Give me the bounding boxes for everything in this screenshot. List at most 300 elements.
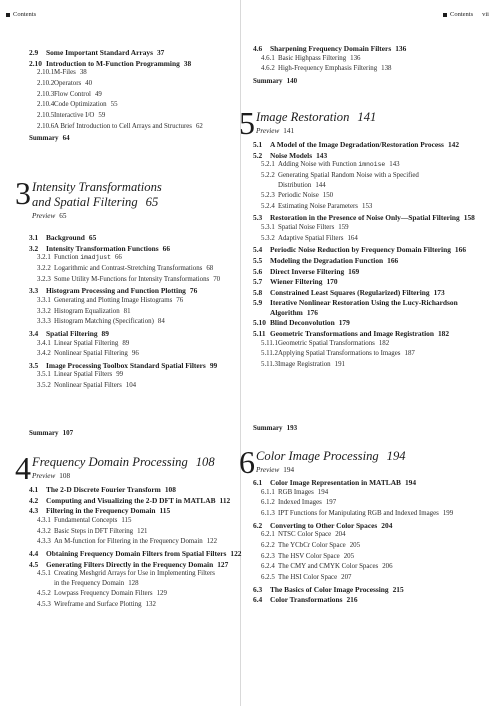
section-number: 6.2.4	[261, 563, 275, 571]
section-number: 3.5.1	[37, 371, 51, 379]
page-ref: 38	[79, 69, 87, 77]
section-title-continued	[278, 183, 326, 190]
chapter-preview[interactable]	[32, 212, 66, 220]
section-number: 6.1.3	[261, 509, 275, 517]
section-number: 5.2	[253, 150, 263, 160]
section-number: 2.10.2	[37, 79, 55, 87]
section-number: 5.7	[253, 277, 263, 287]
page-ref: 182	[378, 339, 390, 347]
section-number: 3.2.1	[37, 254, 51, 262]
section-number: 6.1.2	[261, 499, 275, 507]
section-title	[270, 45, 406, 52]
section-number: 5.9	[253, 298, 263, 308]
page-ref: 128	[128, 580, 139, 588]
title-text: Logarithmic and Contrast-Stretching Transformations	[54, 264, 203, 272]
title-text: An M-function for Filtering in the Frequency Domain	[54, 538, 203, 546]
page-ref: 76	[176, 296, 184, 304]
page-ref: 140	[286, 76, 298, 85]
running-header-left	[6, 11, 36, 18]
chapter-title[interactable]	[256, 450, 406, 464]
page-ref: 166	[387, 255, 399, 265]
section-number: 4.3	[29, 506, 39, 516]
section-title	[270, 319, 350, 326]
section-title	[278, 543, 360, 550]
chapter-title-continued[interactable]	[32, 196, 158, 210]
page-ref: 199	[442, 509, 454, 517]
section-number: 4.3.3	[37, 538, 51, 546]
section-number: 6.4	[253, 595, 263, 605]
section-title	[278, 554, 354, 561]
chapter-preview[interactable]	[256, 127, 294, 135]
page-ref: 99	[209, 360, 218, 370]
page-ref: 150	[322, 191, 334, 199]
page-ref: 68	[206, 264, 214, 272]
page-ref: 89	[122, 339, 130, 347]
page-ref: 81	[123, 307, 131, 315]
page-ref: 122	[230, 548, 242, 558]
title-text: Restoration in the Presence of Noise Only—Spatial Filtering	[270, 213, 460, 223]
title-text: The Basics of Color Image Processing	[270, 584, 389, 594]
section-number: 3.4.1	[37, 339, 51, 347]
page-ref: 132	[145, 600, 156, 608]
title-text: Image Registration	[278, 361, 331, 369]
summary-title: Summary	[253, 424, 283, 432]
page-ref: 89	[101, 328, 109, 338]
header-title: Contents	[450, 11, 474, 18]
section-title	[278, 173, 419, 180]
page-ref: 136	[395, 44, 407, 53]
title-text: Distribution	[278, 181, 312, 189]
summary-label	[29, 135, 70, 142]
section-number: 4.5.1	[37, 570, 51, 578]
section-number: 5.11.2	[261, 350, 278, 358]
section-title	[54, 351, 139, 358]
page-ref: 129	[156, 590, 167, 598]
title-text: Constrained Least Squares (Regularized) Filtering	[270, 287, 430, 297]
section-number: 5.1	[253, 140, 263, 149]
section-number: 2.10.3	[37, 90, 55, 98]
section-number: 3.3.1	[37, 296, 51, 304]
section-number: 4.5.2	[37, 590, 51, 598]
section-title	[278, 56, 360, 63]
page-ref: 138	[381, 65, 392, 73]
page-ref: 197	[325, 499, 337, 507]
page-ref: 141	[283, 127, 295, 135]
section-title	[270, 479, 416, 486]
header-title: Contents	[13, 11, 37, 18]
page-ref: 187	[404, 350, 415, 358]
title-text: Color Image Representation in MATLAB	[270, 478, 401, 487]
title-text: Obtaining Frequency Domain Filters from Spatial Filters	[46, 548, 227, 558]
section-title-continued	[54, 581, 139, 588]
page-ref: 127	[217, 559, 229, 569]
chapter-number: 4	[15, 450, 31, 486]
title-text: Spatial Filtering	[46, 328, 98, 338]
title-text: Color Transformations	[270, 595, 343, 605]
section-title	[278, 511, 453, 518]
title-text: RGB Images	[278, 488, 314, 496]
preview-label: Preview	[256, 127, 280, 135]
page-ref: 176	[306, 308, 318, 318]
section-title	[54, 298, 183, 305]
page-ref: 59	[98, 111, 106, 119]
title-text: Algorithm	[270, 308, 303, 318]
title-text: Code Optimization	[54, 101, 107, 109]
page-ref: 62	[195, 122, 203, 130]
summary-title: Summary	[253, 76, 283, 85]
title-text: Adding Noise with Function	[278, 161, 357, 169]
page-ref: 104	[125, 382, 137, 390]
chapter-title[interactable]	[32, 456, 215, 470]
title-text: Function	[54, 254, 79, 262]
title-text: Histogram Equalization	[54, 307, 120, 315]
section-title	[278, 66, 391, 73]
section-number: 6.2.5	[261, 573, 275, 581]
preview-label: Preview	[256, 466, 280, 474]
title-text: Flow Control	[54, 90, 91, 98]
section-title	[54, 341, 129, 348]
section-title	[54, 518, 131, 525]
summary-label	[253, 425, 297, 432]
section-number: 4.6.1	[261, 54, 275, 62]
page-ref: 112	[219, 495, 231, 505]
title-text: Some Utility M-Functions for Intensity Transformations	[54, 275, 210, 283]
summary-label	[29, 430, 73, 437]
title-text: A Brief Introduction to Cell Arrays and Structures	[54, 122, 192, 130]
section-title	[278, 564, 393, 571]
title-text: Image Processing Toolbox Standard Spatial Filters	[46, 360, 206, 370]
page-ref: 64	[62, 134, 70, 143]
page-ref: 115	[121, 516, 132, 524]
section-number: 5.11	[253, 329, 266, 339]
page-ref: 66	[114, 254, 122, 262]
section-number: 3.2	[29, 243, 39, 253]
section-number: 5.5	[253, 255, 263, 265]
section-number: 5.2.1	[261, 161, 275, 169]
section-title	[54, 383, 136, 390]
title-text: Basic Steps in DFT Filtering	[54, 527, 134, 535]
section-number: 4.4	[29, 548, 39, 558]
page-ref: 37	[156, 48, 165, 57]
section-number: 5.2.3	[261, 191, 275, 199]
page-ref: 170	[326, 277, 338, 287]
section-number: 4.1	[29, 485, 39, 494]
section-number: 3.5	[29, 360, 39, 370]
title-text: Wireframe and Surface Plotting	[54, 600, 142, 608]
section-title	[54, 309, 131, 316]
section-title	[46, 49, 164, 56]
page-ref: 141	[357, 110, 377, 124]
chapter-title-text: Image Restoration	[256, 110, 350, 124]
title-text: The HSI Color Space	[278, 573, 338, 581]
page-ref: 194	[317, 488, 329, 496]
section-title	[54, 319, 165, 326]
section-number: 2.10	[29, 58, 42, 68]
section-title	[54, 255, 122, 262]
section-number: 4.5	[29, 559, 39, 569]
section-title	[278, 341, 389, 348]
title-text: Background	[46, 233, 85, 242]
page-ref: 65	[145, 195, 159, 209]
page-ref: 108	[195, 455, 215, 469]
title-text: NTSC Color Space	[278, 531, 332, 539]
title-text: Adaptive Spatial Filters	[278, 234, 344, 242]
page-ref: 204	[335, 531, 346, 539]
section-title	[54, 571, 215, 578]
page-ref: 205	[349, 541, 361, 549]
section-title	[270, 299, 458, 306]
section-number: 2.10.4	[37, 101, 55, 109]
section-title	[46, 60, 191, 67]
title-text: The YCbCr Color Space	[278, 541, 346, 549]
section-number: 3.4.2	[37, 350, 51, 358]
title-text: Modeling the Degradation Function	[270, 255, 384, 265]
page-ref: 84	[157, 318, 165, 326]
section-title	[278, 204, 372, 211]
title-text: Iterative Nonlinear Restoration Using the Lucy-Richardson	[270, 298, 458, 308]
section-title	[46, 561, 228, 568]
title-text: A Model of the Image Degradation/Restoration Process	[270, 140, 444, 149]
section-number: 6.3	[253, 584, 263, 594]
chapter-preview[interactable]	[32, 472, 70, 480]
section-title	[54, 81, 92, 88]
section-title	[54, 529, 147, 536]
page-ref: 164	[347, 234, 358, 242]
section-number: 6.2.3	[261, 552, 275, 560]
section-title	[46, 287, 197, 294]
section-number: 2.10.5	[37, 111, 55, 119]
title-text: IPT Functions for Manipulating RGB and Indexed Images	[278, 509, 439, 517]
section-title	[278, 362, 345, 369]
page-ref: 38	[183, 58, 192, 68]
title-text: Sharpening Frequency Domain Filters	[270, 44, 392, 53]
section-number: 6.2.1	[261, 531, 275, 539]
page-ref: 96	[131, 350, 139, 358]
summary-label	[253, 78, 297, 85]
section-number: 2.10.6	[37, 122, 55, 130]
page-ref: 205	[343, 552, 355, 560]
page-ref: 191	[334, 361, 345, 369]
section-title	[270, 289, 445, 296]
page-ref: 136	[350, 54, 361, 62]
section-title	[270, 596, 358, 603]
page-ref: 143	[389, 161, 400, 169]
title-text: The HSV Color Space	[278, 552, 340, 560]
section-number: 5.2.2	[261, 171, 275, 179]
page-ref: 194	[404, 478, 417, 487]
page-ref: 115	[159, 506, 171, 516]
page-ref: 216	[346, 595, 358, 605]
page-ref: 143	[316, 150, 328, 160]
section-number: 6.1	[253, 478, 263, 487]
title-text: Introduction to M-Function Programming	[46, 58, 180, 68]
section-number: 5.8	[253, 287, 263, 297]
title-text: Interactive I/O	[54, 111, 95, 119]
section-title	[278, 225, 349, 232]
summary-title: Summary	[29, 429, 59, 437]
title-text: in the Frequency Domain	[54, 580, 125, 588]
chapter-title-text: Frequency Domain Processing	[32, 455, 188, 469]
page-ref: 206	[382, 563, 393, 571]
title-text: Filtering in the Frequency Domain	[46, 506, 156, 516]
section-title	[46, 234, 96, 241]
section-number: 3.3.3	[37, 318, 51, 326]
title-text: Linear Spatial Filtering	[54, 339, 119, 347]
title-text: Linear Spatial Filters	[54, 371, 113, 379]
section-number: 5.2.4	[261, 202, 275, 210]
title-text: Indexed Images	[278, 499, 322, 507]
page-number: vii	[482, 11, 489, 18]
title-text: Periodic Noise Reduction by Frequency Domain Filtering	[270, 245, 451, 255]
section-title	[54, 539, 217, 546]
page-ref: 121	[137, 527, 148, 535]
page-ref: 194	[386, 449, 406, 463]
section-title	[46, 507, 170, 514]
summary-title: Summary	[29, 134, 59, 143]
title-text: The CMY and CMYK Color Spaces	[278, 563, 379, 571]
section-title	[54, 102, 118, 109]
section-number: 4.2	[29, 495, 39, 505]
page-ref: 122	[206, 538, 218, 546]
title-text: Converting to Other Color Spaces	[270, 520, 378, 530]
section-number: 4.6.2	[261, 65, 275, 73]
page-ref: 55	[110, 101, 118, 109]
page-ref: 65	[59, 212, 67, 220]
title-text: M-Files	[54, 69, 76, 77]
preview-label: Preview	[32, 472, 56, 480]
section-number: 3.2.2	[37, 264, 51, 272]
title-text: Wiener Filtering	[270, 277, 323, 287]
section-number: 5.3	[253, 213, 263, 223]
page-ref: 108	[164, 485, 176, 494]
title-text: Spatial Noise Filters	[278, 223, 335, 231]
title-text: Generating Spatial Random Noise with a Specified	[278, 171, 419, 179]
section-number: 4.6	[253, 44, 263, 53]
page-ref: 107	[62, 429, 74, 437]
section-title	[54, 92, 102, 99]
chapter-preview[interactable]	[256, 466, 294, 474]
section-title	[278, 532, 346, 539]
section-number: 3.4	[29, 328, 39, 338]
section-number: 3.1	[29, 233, 39, 242]
section-title	[54, 591, 167, 598]
section-number: 4.5.3	[37, 600, 51, 608]
page-ref: 207	[341, 573, 352, 581]
section-title	[270, 278, 338, 285]
section-number: 4.3.1	[37, 516, 51, 524]
title-text: Nonlinear Spatial Filtering	[54, 350, 128, 358]
chapter-title-text: Intensity Transformations	[32, 180, 162, 194]
page-ref: 76	[189, 286, 198, 296]
section-title	[278, 236, 358, 243]
square-bullet-icon	[443, 13, 447, 17]
section-title	[54, 277, 220, 284]
section-title-continued	[270, 309, 318, 316]
page-ref: 49	[94, 90, 102, 98]
title-text: Histogram Processing and Function Plotting	[46, 286, 186, 296]
title-text: Generating Filters Directly in the Frequency Domain	[46, 559, 214, 569]
title-text: Fundamental Concepts	[54, 516, 118, 524]
function-name: imadjust	[80, 254, 111, 262]
title-text: Basic Highpass Filtering	[278, 54, 347, 62]
section-title	[54, 113, 105, 120]
section-title	[54, 70, 87, 77]
page-ref: 182	[437, 329, 450, 339]
section-title	[278, 500, 336, 507]
section-title	[278, 351, 415, 358]
section-title	[270, 152, 327, 159]
page-ref: 142	[447, 140, 460, 149]
section-title	[270, 586, 404, 593]
page-ref: 65	[88, 233, 97, 242]
title-text: The 2-D Discrete Fourier Transform	[46, 485, 161, 494]
title-text: Lowpass Frequency Domain Filters	[54, 590, 153, 598]
chapter-number: 5	[239, 105, 255, 141]
section-title	[270, 268, 359, 275]
section-number: 5.10	[253, 318, 266, 328]
section-title	[54, 602, 156, 609]
preview-label: Preview	[32, 212, 56, 220]
section-title	[46, 497, 230, 504]
chapter-title[interactable]	[32, 181, 162, 195]
title-text: Intensity Transformation Functions	[46, 243, 159, 253]
square-bullet-icon	[6, 13, 10, 17]
page-ref: 169	[348, 266, 360, 276]
title-text: Applying Spatial Transformations to Images	[278, 350, 401, 358]
chapter-title-text: and Spatial Filtering	[32, 195, 138, 209]
page-ref: 159	[338, 223, 349, 231]
section-number: 2.10.1	[37, 69, 55, 77]
page-ref: 215	[392, 584, 404, 594]
section-number: 6.1.1	[261, 488, 275, 496]
section-title	[278, 490, 328, 497]
chapter-number: 3	[15, 175, 31, 211]
section-number: 6.2.2	[261, 541, 275, 549]
chapter-title[interactable]	[256, 111, 376, 125]
section-title	[270, 214, 475, 221]
title-text: Nonlinear Spatial Filters	[54, 382, 122, 390]
title-text: Direct Inverse Filtering	[270, 266, 345, 276]
title-text: Some Important Standard Arrays	[46, 48, 153, 57]
title-text: Creating Meshgrid Arrays for Use in Implementing Filters	[54, 570, 215, 578]
section-title	[278, 162, 400, 169]
title-text: Generating and Plotting Image Histograms	[54, 296, 173, 304]
section-title	[54, 266, 213, 273]
page-ref: 193	[286, 424, 298, 432]
section-number: 3.3.2	[37, 307, 51, 315]
section-title	[54, 372, 123, 379]
page-ref: 144	[315, 181, 326, 189]
page-ref: 194	[283, 466, 295, 474]
section-title	[46, 245, 170, 252]
section-title	[54, 124, 203, 131]
section-title	[270, 246, 466, 253]
page-ref: 70	[213, 275, 221, 283]
section-number: 5.3.1	[261, 223, 275, 231]
section-title	[46, 362, 217, 369]
section-title	[46, 486, 176, 493]
section-title	[270, 257, 398, 264]
title-text: Blind Deconvolution	[270, 318, 335, 328]
page-ref: 66	[162, 243, 171, 253]
section-number: 3.2.3	[37, 275, 51, 283]
section-number: 4.3.2	[37, 527, 51, 535]
title-text: High-Frequency Emphasis Filtering	[278, 65, 378, 73]
title-text: Geometric Spatial Transformations	[278, 339, 375, 347]
running-header-right	[443, 11, 489, 18]
chapter-title-text: Color Image Processing	[256, 449, 379, 463]
page-ref: 99	[116, 371, 124, 379]
